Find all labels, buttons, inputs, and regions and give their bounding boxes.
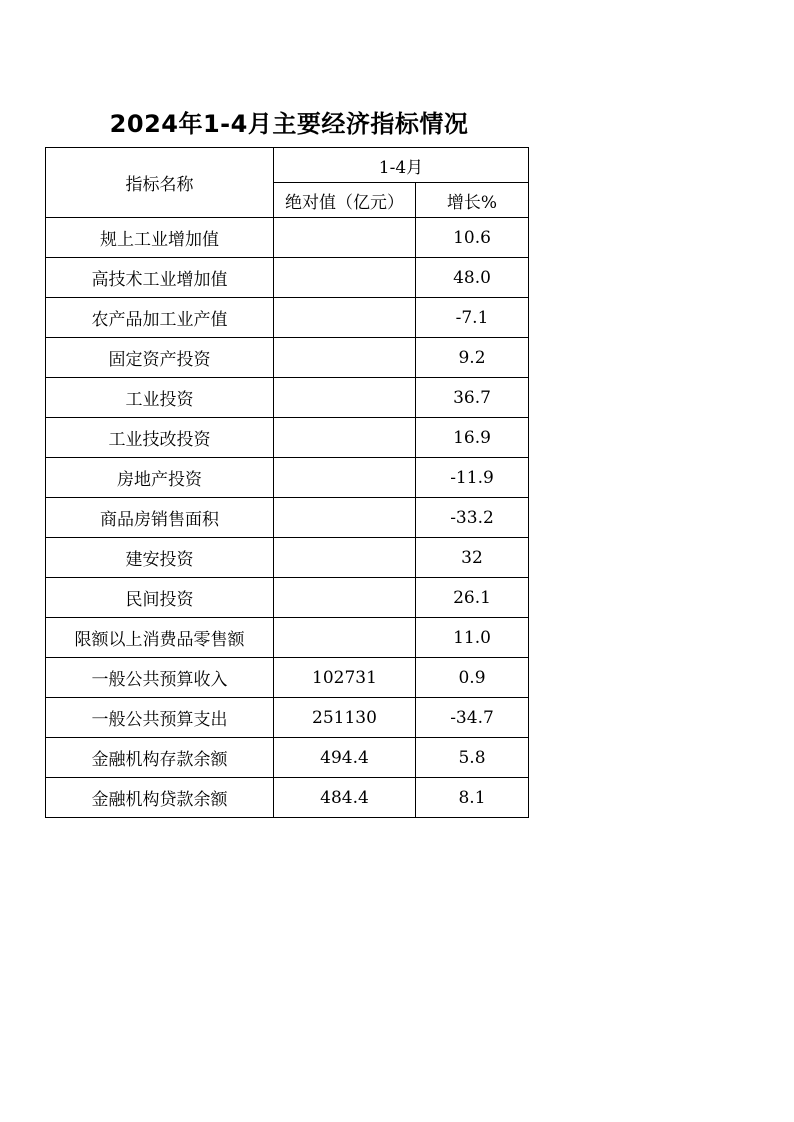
indicator-name-cell: 民间投资 <box>46 578 274 618</box>
table-row <box>46 498 529 538</box>
table-row <box>46 618 529 658</box>
indicator-name-cell: 高技术工业增加值 <box>46 258 274 298</box>
absolute-value-cell <box>274 378 416 418</box>
growth-cell: 36.7 <box>416 378 529 418</box>
growth-cell: 0.9 <box>416 658 529 698</box>
indicator-name-cell: 商品房销售面积 <box>46 498 274 538</box>
absolute-value-cell: 494.4 <box>274 738 416 778</box>
absolute-value-cell <box>274 218 416 258</box>
indicator-name-cell: 房地产投资 <box>46 458 274 498</box>
absolute-value-cell <box>274 418 416 458</box>
indicator-name-cell: 建安投资 <box>46 538 274 578</box>
growth-cell: 26.1 <box>416 578 529 618</box>
page-title: 2024年1-4月主要经济指标情况 <box>109 110 469 138</box>
table-row <box>46 538 529 578</box>
growth-cell: -11.9 <box>416 458 529 498</box>
table-row <box>46 698 529 738</box>
table-row <box>46 258 529 298</box>
table-row <box>46 418 529 458</box>
indicator-name-cell: 农产品加工业产值 <box>46 298 274 338</box>
indicator-name-cell: 工业技改投资 <box>46 418 274 458</box>
indicator-name-cell: 工业投资 <box>46 378 274 418</box>
indicator-name-cell: 一般公共预算支出 <box>46 698 274 738</box>
growth-cell: -34.7 <box>416 698 529 738</box>
table-row <box>46 578 529 618</box>
absolute-value-cell <box>274 578 416 618</box>
absolute-value-cell <box>274 618 416 658</box>
indicator-name-cell: 一般公共预算收入 <box>46 658 274 698</box>
table-row <box>46 658 529 698</box>
absolute-value-cell: 484.4 <box>274 778 416 818</box>
absolute-value-cell <box>274 538 416 578</box>
indicator-name-cell: 金融机构贷款余额 <box>46 778 274 818</box>
growth-cell: 48.0 <box>416 258 529 298</box>
absolute-value-cell <box>274 338 416 378</box>
growth-cell: -33.2 <box>416 498 529 538</box>
growth-cell: 10.6 <box>416 218 529 258</box>
header-growth: 增长% <box>416 183 529 218</box>
growth-cell: 9.2 <box>416 338 529 378</box>
absolute-value-cell: 102731 <box>274 658 416 698</box>
table-row <box>46 298 529 338</box>
absolute-value-cell <box>274 258 416 298</box>
absolute-value-cell <box>274 298 416 338</box>
header-indicator-name: 指标名称 <box>46 148 274 218</box>
growth-cell: 8.1 <box>416 778 529 818</box>
table-row <box>46 378 529 418</box>
growth-cell: 16.9 <box>416 418 529 458</box>
growth-cell: 32 <box>416 538 529 578</box>
table-row <box>46 778 529 818</box>
table-row <box>46 738 529 778</box>
table-row <box>46 338 529 378</box>
absolute-value-cell: 251130 <box>274 698 416 738</box>
growth-cell: 5.8 <box>416 738 529 778</box>
indicator-name-cell: 限额以上消费品零售额 <box>46 618 274 658</box>
header-absolute-value: 绝对值（亿元） <box>274 183 416 218</box>
indicator-table <box>45 147 529 818</box>
indicator-name-cell: 固定资产投资 <box>46 338 274 378</box>
absolute-value-cell <box>274 498 416 538</box>
indicator-name-cell: 金融机构存款余额 <box>46 738 274 778</box>
header-row-1 <box>46 148 529 183</box>
indicator-name-cell: 规上工业增加值 <box>46 218 274 258</box>
table-row <box>46 218 529 258</box>
growth-cell: 11.0 <box>416 618 529 658</box>
table-row <box>46 458 529 498</box>
growth-cell: -7.1 <box>416 298 529 338</box>
header-period: 1-4月 <box>274 148 529 183</box>
absolute-value-cell <box>274 458 416 498</box>
